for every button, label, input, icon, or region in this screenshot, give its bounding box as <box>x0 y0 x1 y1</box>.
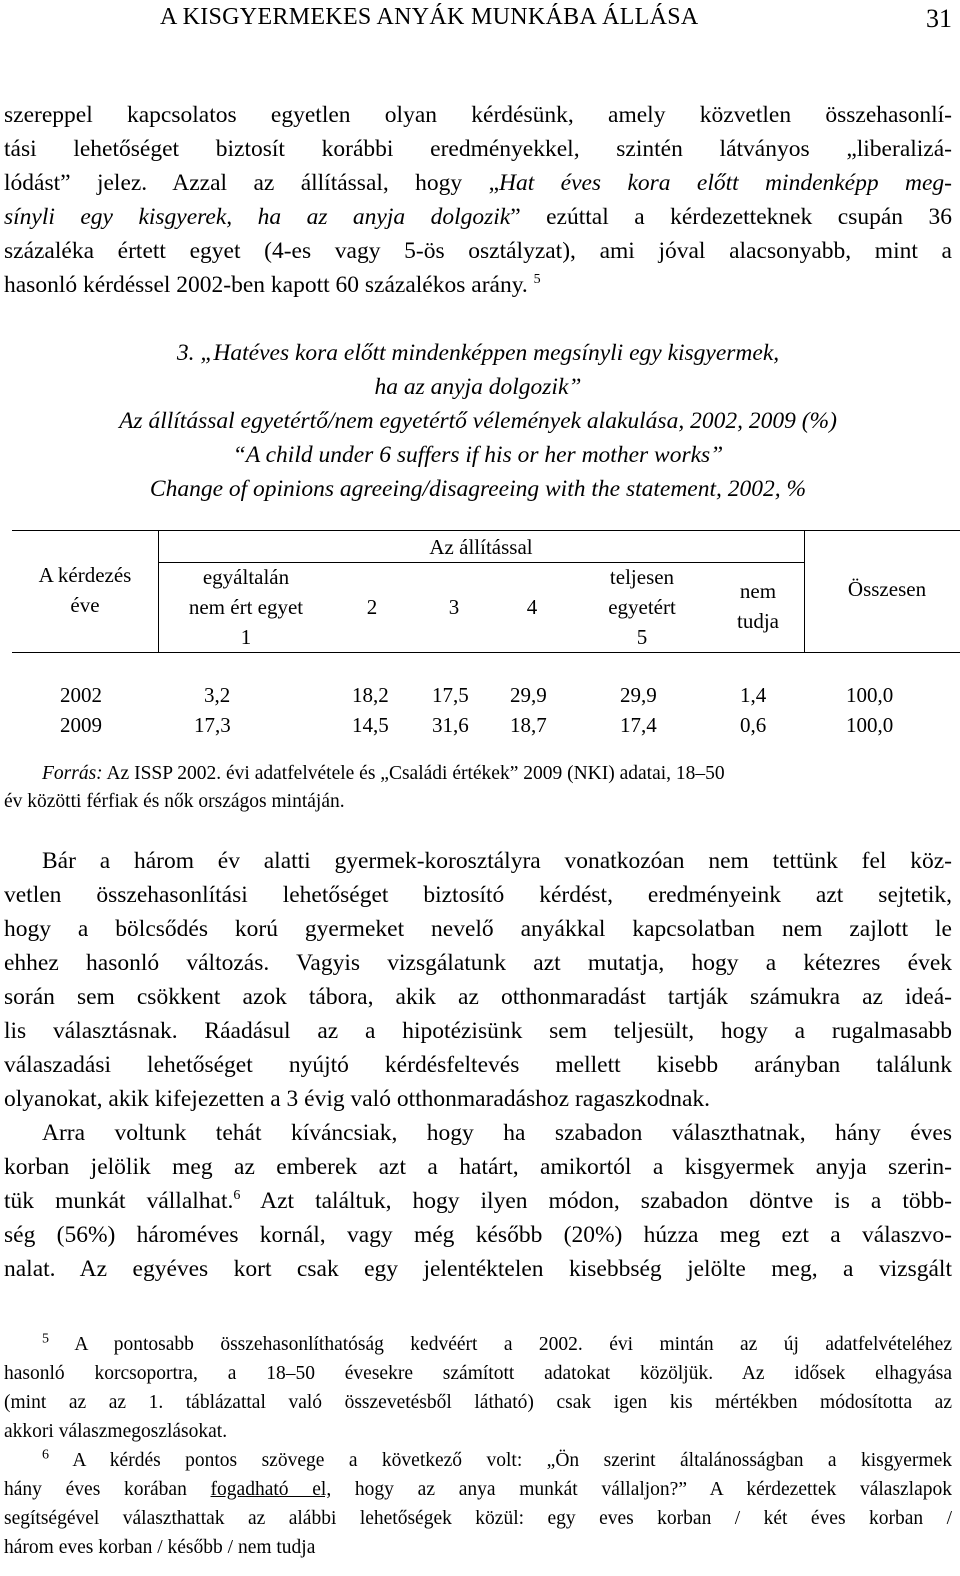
cell-value: 1,4 <box>740 683 767 707</box>
caption-english-subtitle: Change of opinions agreeing/disagreeing with the statement, 2002, % <box>149 476 807 502</box>
footnote-6-number: 6 <box>42 1447 49 1463</box>
cell-value: 17,3 <box>194 713 231 737</box>
table-caption <box>4 336 952 506</box>
cell-value: 29,9 <box>510 683 547 707</box>
intro-line: szereppel kapcsolatos egyetlen olyan kérdésünk, amely közvetlen összehasonlí- <box>4 102 952 128</box>
footnote-5-line: (mint az az 1. táblázattal való összevetésből látható) csak igen kis mértékben módosította az <box>4 1392 952 1413</box>
body-line: ehhez hasonló változás. Vagyis vizsgálatunk azt mutatja, hogy a kétezres évek <box>4 950 952 976</box>
header-total: Összesen <box>847 577 927 601</box>
cell-value: 14,5 <box>352 713 389 737</box>
underlined-phrase: fogadható el, <box>210 1479 332 1500</box>
footnote-5-line: $^5$ A pontosabb összehasonlíthatóság kedvéért a 2002. évi mintán az új adatfelvételéhez <box>42 1331 952 1355</box>
cell-value: 18,2 <box>352 683 389 707</box>
intro-line <box>4 166 952 200</box>
footnote-5-line: akkori válaszmegoszlásokat. <box>4 1421 228 1442</box>
body-line: vetlen összehasonlítási lehetőséget biztosító kérdést, eredményeink azt sejtetik, <box>4 882 952 908</box>
body-line: korban jelölik meg az emberek azt a határt, amikortól a kisgyermek anyja szerin- <box>4 1154 952 1180</box>
header-group: Az állítással <box>429 535 533 559</box>
header-col-2: 2 <box>366 595 378 619</box>
table-header <box>12 530 960 652</box>
footnote-5-number: 5 <box>42 1331 49 1347</box>
header-col-5: teljesen egyetért 5 <box>608 565 676 649</box>
intro-line-text: ” ezúttal a kérdezetteknek csupán 36 <box>510 204 952 230</box>
intro-line-text: lódást” jelez. Azzal az állítással, hogy „ <box>4 170 499 196</box>
footnotes <box>4 1330 952 1562</box>
body-line: ség (56%) hároméves kornál, vagy még később (20%) húzza meg ezt a válaszvo- <box>4 1222 952 1248</box>
intro-line: tási lehetőséget biztosít korábbi eredményekkel, szintén látványos „liberalizá- <box>4 136 952 162</box>
body-line: nalat. Az egyéves kort csak egy jelentéktelen kisebbség jelölte meg, a vizsgált <box>4 1256 952 1282</box>
cell-year: 2002 <box>60 683 102 707</box>
cell-value: 17,5 <box>432 683 469 707</box>
body-line: tük munkát vállalhat.$^6$ Azt találtuk, hogy ilyen módon, szabadon döntve is a több- <box>4 1188 953 1214</box>
footnote-ref: 6 <box>233 1188 241 1204</box>
caption-english-title: “A child under 6 suffers if his or her mother works” <box>232 442 724 468</box>
intro-paragraph <box>4 98 952 302</box>
footnote-ref: 5 <box>533 272 541 288</box>
page-header <box>0 0 960 40</box>
caption-title: 3. „Hatéves kora előtt mindenképpen megsínyli egy kisgyermek, <box>176 340 780 366</box>
body-line: Arra voltunk tehát kíváncsiak, hogy ha szabadon választhatnak, hány éves <box>42 1120 952 1146</box>
cell-value: 0,6 <box>740 713 767 737</box>
body-paragraph-2 <box>4 1116 952 1286</box>
source-note <box>4 760 952 816</box>
cell-total: 100,0 <box>846 713 894 737</box>
body-line: hogy a bölcsődés korú gyermeket nevelő anyákkal kapcsolatban nem zajlott le <box>4 916 952 942</box>
header-col-4: 4 <box>526 595 538 619</box>
cell-year: 2009 <box>60 713 102 737</box>
caption-subtitle: Az állítással egyetértő/nem egyetértő vélemények alakulása, 2002, 2009 (%) <box>119 408 837 434</box>
intro-line <box>4 200 952 234</box>
cell-value: 31,6 <box>432 713 469 737</box>
body-line: olyanokat, akik kifejezetten a 3 évig való otthonmaradáshoz ragaszkodnak. <box>4 1086 711 1112</box>
cell-value: 29,9 <box>620 683 657 707</box>
cell-value: 17,4 <box>620 713 657 737</box>
header-dont-know: nem tudja <box>737 579 779 633</box>
body-line: lis választásnak. Ráadásul az a hipotézisünk sem teljesült, hogy a rugalmasabb <box>4 1018 952 1044</box>
source-line: év közötti férfiak és nők országos mintáján. <box>4 791 345 812</box>
source-line: Forrás: Az ISSP 2002. évi adatfelvétele és „Családi értékek” 2009 (NKI) adatai, 18–50 <box>42 763 725 784</box>
header-col-3: 3 <box>448 595 460 619</box>
cell-value: 18,7 <box>510 713 547 737</box>
page-number: 31 <box>926 4 952 33</box>
header-year: A kérdezés éve <box>38 563 132 617</box>
table-header-rule <box>12 652 960 653</box>
footnote-6-line: segítségével választhattak az alábbi lehetőségek közül: egy eves korban / két éves korban / <box>4 1508 952 1529</box>
quoted-statement: Hat éves kora előtt mindenképp meg- <box>499 170 952 196</box>
body-paragraph-1 <box>4 844 952 1116</box>
footnote-6-line: hány éves korában fogadható el, hogy az anya munkát vállaljon?” A kérdezettek válaszlapok <box>4 1479 953 1500</box>
caption-title-cont: ha az anyja dolgozik” <box>374 374 582 400</box>
cell-value: 3,2 <box>204 683 231 707</box>
header-col-1: egyáltalán nem ért egyet 1 <box>188 565 304 649</box>
table-body <box>0 680 960 740</box>
running-title: A KISGYERMEKES ANYÁK MUNKÁBA ÁLLÁSA <box>160 4 699 30</box>
intro-line-text: hasonló kérdéssel 2002-ben kapott 60 százalékos arány. <box>4 272 528 298</box>
quoted-statement: sínyli egy kisgyerek, ha az anyja dolgozik <box>4 204 511 230</box>
table-row <box>0 680 960 710</box>
footnote-6-line: $^6$ A kérdés pontos szövege a következő volt: „Ön szerint általánosságban a kisgyermek <box>42 1447 952 1471</box>
footnote-6-line: három eves korban / később / nem tudja <box>4 1537 316 1558</box>
cell-total: 100,0 <box>846 683 894 707</box>
footnote-5-line: hasonló korcsoportra, a 18–50 évesekre számított adatokat közöljük. Az idősek elhagyása <box>4 1363 952 1384</box>
body-line: során sem csökkent azok tábora, akik az otthonmaradást tartják számukra az ideá- <box>4 984 952 1010</box>
intro-line <box>4 268 952 302</box>
intro-line: százaléka értett egyet (4-es vagy 5-ös osztályzat), ami jóval alacsonyabb, mint a <box>4 238 952 264</box>
table-row <box>0 710 960 740</box>
source-label: Forrás: <box>42 763 103 784</box>
body-line: Bár a három év alatti gyermek-korosztályra vonatkozóan nem tettünk fel köz- <box>42 848 952 874</box>
body-line: válaszadási lehetőséget nyújtó kérdésfeltevés mellett kisebb arányban találunk <box>4 1052 952 1078</box>
